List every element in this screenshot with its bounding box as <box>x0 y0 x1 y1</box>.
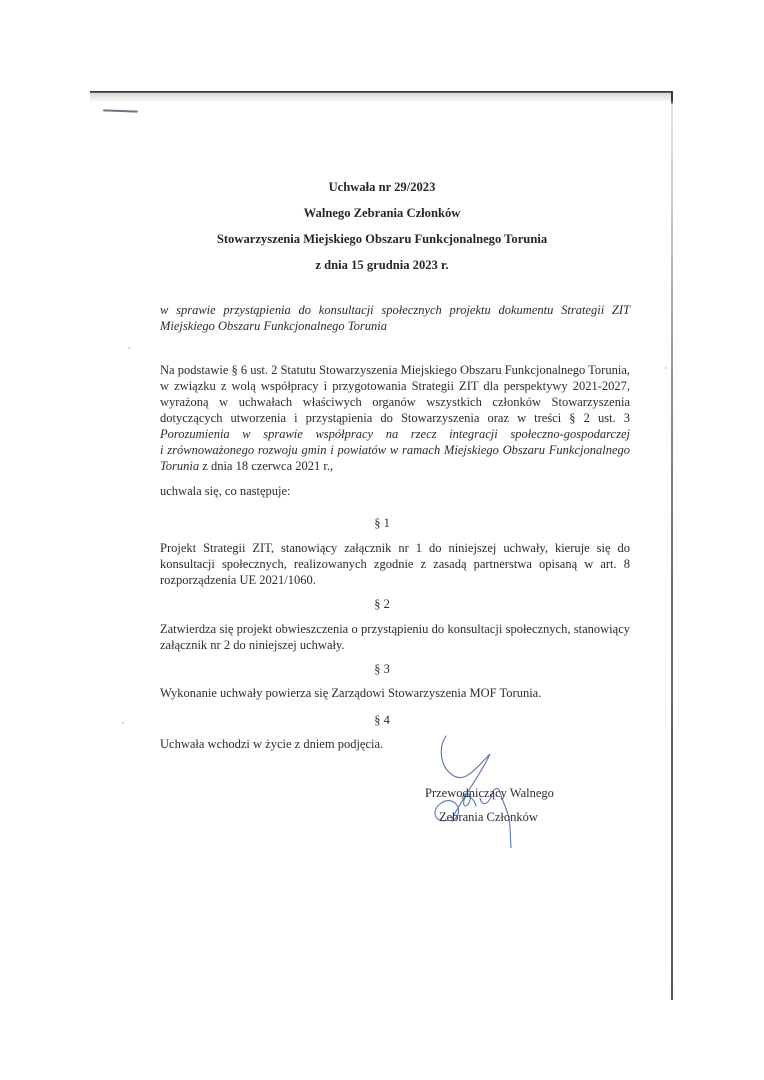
section-line: załącznik nr 2 do niniejszej uchwały. <box>160 638 345 652</box>
resolution-date: z dnia 15 grudnia 2023 r. <box>315 258 449 272</box>
section-4-text: Uchwała wchodzi w życie z dniem podjęcia. <box>160 737 384 751</box>
scan-mark <box>103 109 138 112</box>
section-line: konsultacji społecznych, realizowanych zgodnie z zasadą partnerstwa opisaną w art. 8 <box>160 557 630 571</box>
resolution-number: Uchwała nr 29/2023 <box>328 180 436 194</box>
preamble-line: w związku z wolą współpracy i przygotowania Strategii ZIT dla perspektywy 2021-2027, <box>160 379 630 393</box>
section-mark-4: § 4 <box>374 713 390 727</box>
subject-line: w sprawie przystąpienia do konsultacji społecznych projektu dokumentu Strategii ZIT <box>160 303 630 317</box>
agreement-date: z dnia 18 czerwca 2021 r., <box>199 459 334 473</box>
preamble-line: i zrównoważonego rozwoju gmin i powiatów w ramach Miejskiego Obszaru Funkcjonalnego <box>160 443 630 457</box>
preamble-line: Porozumienia w sprawie współpracy na rzecz integracji społeczno-gospodarczej <box>160 427 630 441</box>
preamble-line: Na podstawie § 6 ust. 2 Statutu Stowarzyszenia Miejskiego Obszaru Funkcjonalnego Torunia, <box>160 363 630 377</box>
resolves-clause: uchwala się, co następuje: <box>160 484 291 498</box>
resolution-subject <box>160 302 630 334</box>
section-3-text: Wykonanie uchwały powierza się Zarządowi Stowarzyszenia MOF Torunia. <box>160 686 542 700</box>
preamble-line: dotyczących utworzenia i przystąpienia do Stowarzyszenia oraz w treści § 2 ust. 3 <box>160 411 630 425</box>
preamble-line: wyrażoną w uchwałach właściwych organów wszystkich członków Stowarzyszenia <box>160 395 630 409</box>
scan-right-edge <box>671 91 673 1000</box>
section-mark-3: § 3 <box>374 662 390 676</box>
section-2-text <box>160 621 630 653</box>
scan-speck <box>128 347 130 349</box>
agreement-name-end: Torunia <box>160 459 200 473</box>
section-1-text <box>160 540 630 588</box>
section-line: Projekt Strategii ZIT, stanowiący załącznik nr 1 do niniejszej uchwały, kieruje się do <box>160 541 630 555</box>
resolution-body: Walnego Zebrania Członków <box>303 206 461 220</box>
section-line: rozporządzenia UE 2021/1060. <box>160 573 316 587</box>
section-line: Zatwierdza się projekt obwieszczenia o przystąpieniu do konsultacji społecznych, stanowiący <box>160 622 630 636</box>
section-mark-1: § 1 <box>374 516 390 530</box>
scan-top-edge <box>90 91 672 101</box>
signatory-title-line-1: Przewodniczący Walnego <box>425 786 554 800</box>
signatory-title-line-2: Zebrania Członków <box>439 810 538 824</box>
subject-line: Miejskiego Obszaru Funkcjonalnego Torunia <box>160 319 387 333</box>
preamble-line <box>160 458 630 474</box>
section-mark-2: § 2 <box>374 597 390 611</box>
resolution-organization: Stowarzyszenia Miejskiego Obszaru Funkcjonalnego Torunia <box>216 232 548 246</box>
scan-speck <box>665 367 667 369</box>
preamble <box>160 362 630 474</box>
